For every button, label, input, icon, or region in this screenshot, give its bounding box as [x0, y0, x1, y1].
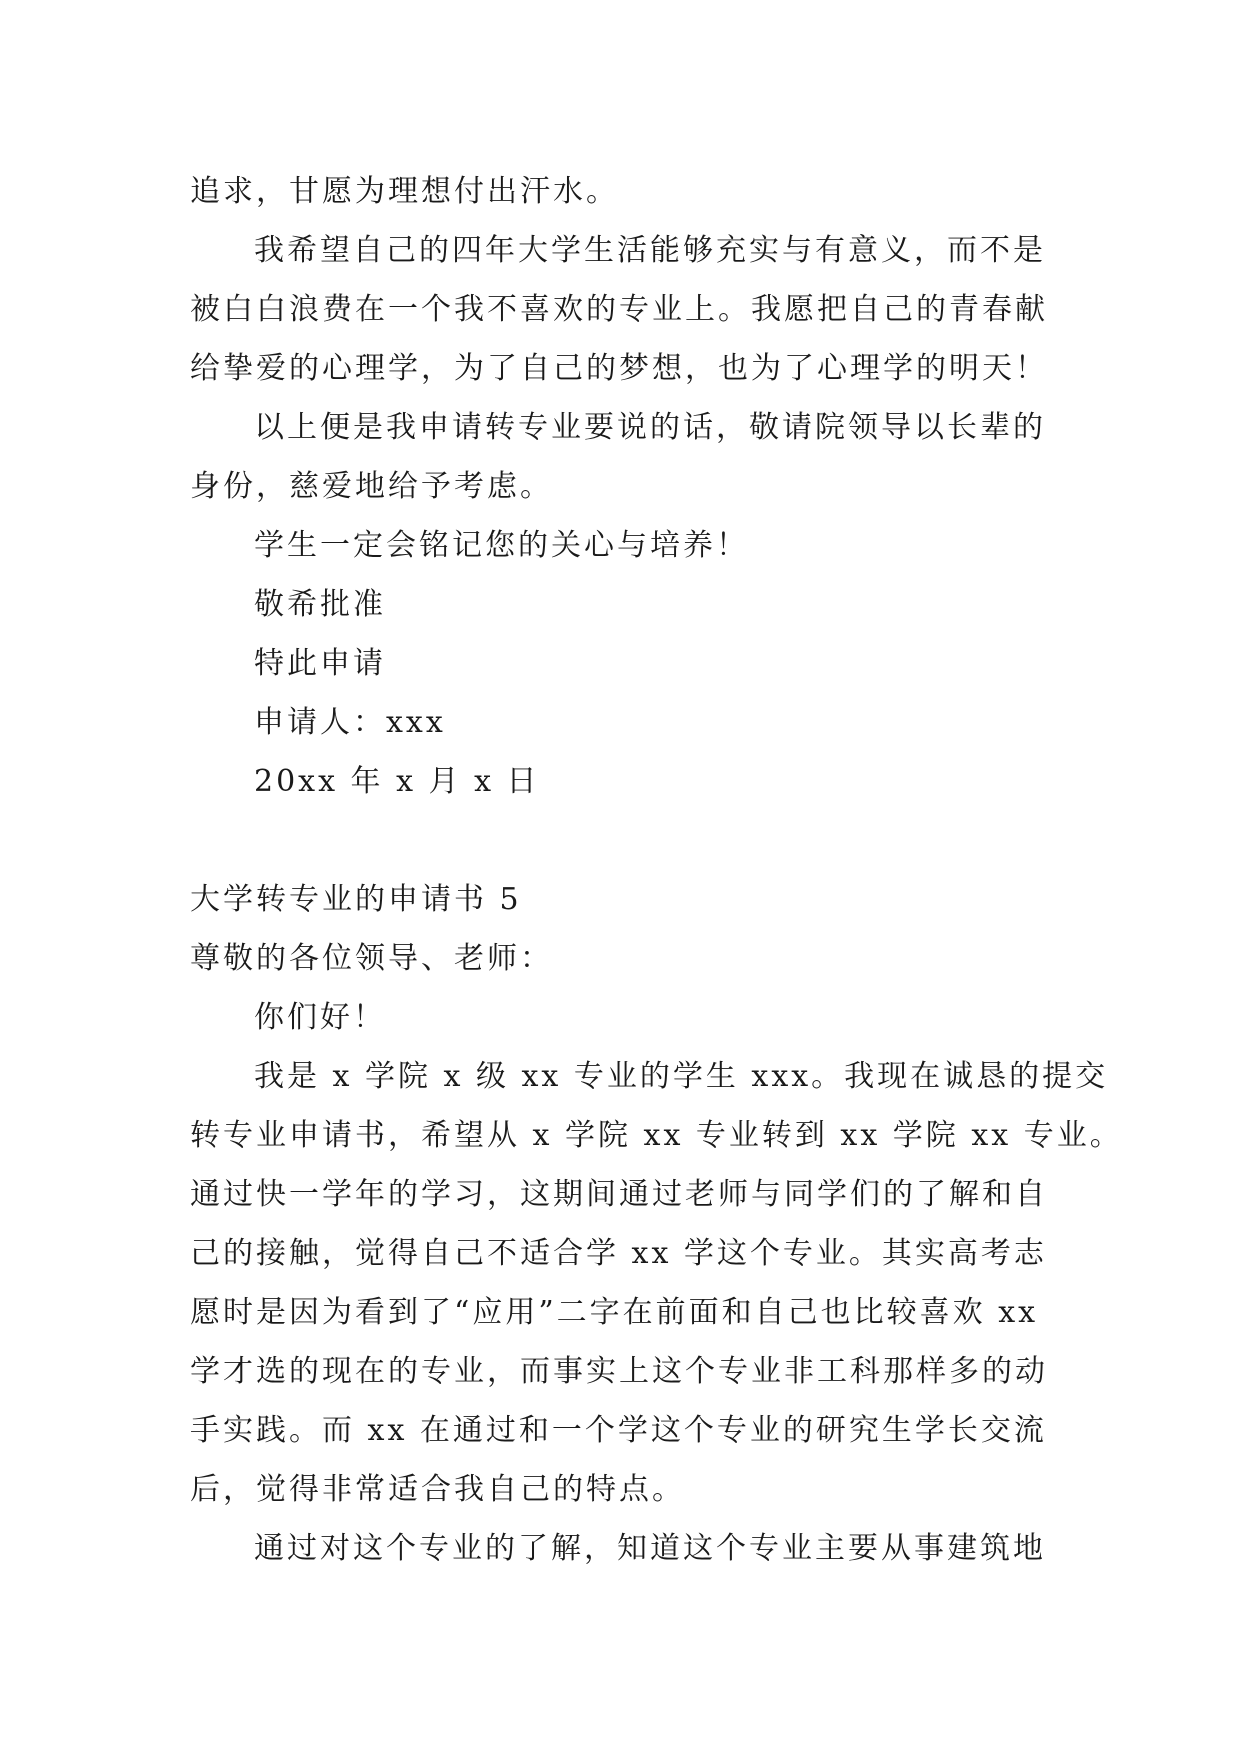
closing-line: 特此申请	[254, 646, 386, 681]
greeting-line: 你们好！	[254, 1000, 386, 1035]
paragraph-line: 追求，甘愿为理想付出汗水。	[190, 174, 619, 209]
paragraph-line: 被白白浪费在一个我不喜欢的专业上。我愿把自己的青春献	[190, 292, 1048, 327]
paragraph-line: 手实践。而 xx 在通过和一个学这个专业的研究生学长交流	[190, 1413, 1047, 1448]
closing-line: 敬希批准	[254, 587, 386, 622]
paragraph-line: 我是 x 学院 x 级 xx 专业的学生 xxx。我现在诚恳的提交	[254, 1059, 1109, 1094]
date-line: 20xx 年 x 月 x 日	[254, 764, 540, 799]
section-title: 大学转专业的申请书 5	[190, 882, 522, 917]
closing-line: 学生一定会铭记您的关心与培养！	[254, 528, 749, 563]
paragraph-line: 愿时是因为看到了“应用”二字在前面和自己也比较喜欢 xx	[190, 1295, 1039, 1330]
paragraph-line: 学才选的现在的专业，而事实上这个专业非工科那样多的动	[190, 1354, 1048, 1389]
paragraph-line: 我希望自己的四年大学生活能够充实与有意义，而不是	[254, 233, 1046, 268]
paragraph-line: 身份，慈爱地给予考虑。	[190, 469, 553, 504]
paragraph-line: 以上便是我申请转专业要说的话，敬请院领导以长辈的	[254, 410, 1046, 445]
document-body	[190, 162, 1123, 1578]
salutation-line: 尊敬的各位领导、老师：	[190, 941, 553, 976]
paragraph-line: 给挚爱的心理学，为了自己的梦想，也为了心理学的明天！	[190, 351, 1048, 386]
paragraph-line: 后，觉得非常适合我自己的特点。	[190, 1472, 685, 1507]
paragraph-line: 己的接触，觉得自己不适合学 xx 学这个专业。其实高考志	[190, 1236, 1047, 1271]
section-gap	[190, 811, 1090, 870]
paragraph-line: 通过快一学年的学习，这期间通过老师与同学们的了解和自	[190, 1177, 1048, 1212]
paragraph-line: 转专业申请书，希望从 x 学院 xx 专业转到 xx 学院 xx 专业。	[190, 1118, 1123, 1153]
applicant-line: 申请人：xxx	[254, 705, 446, 740]
paragraph-line: 通过对这个专业的了解，知道这个专业主要从事建筑地	[254, 1531, 1046, 1566]
